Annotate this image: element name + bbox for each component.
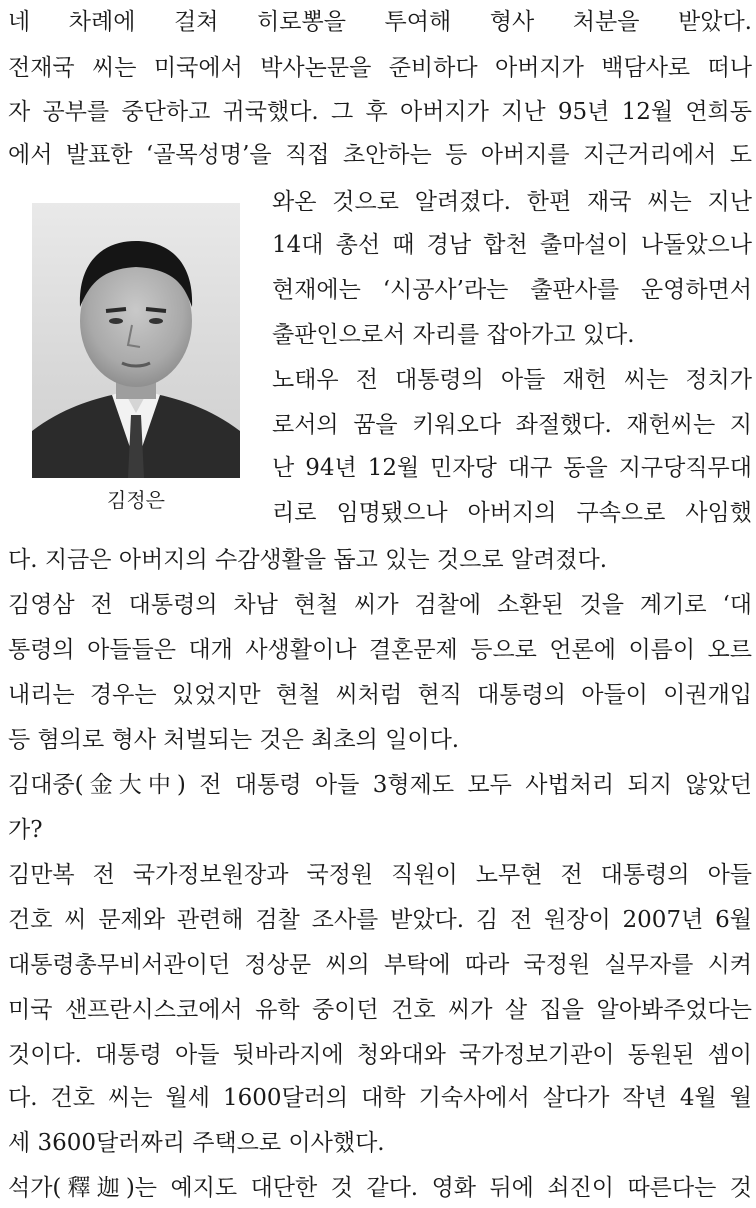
text-line-27: 석가(釋迦)는 예지도 대단한 것 같다. 영화 뒤에 쇠진이 따른다는 것 bbox=[8, 1175, 752, 1201]
text-line-10: 로서의 꿈을 키워오다 좌절했다. 재헌씨는 지 bbox=[272, 412, 752, 438]
text-line-19: 가? bbox=[8, 817, 43, 843]
portrait-photo bbox=[32, 203, 240, 478]
text-line-16: 내리는 경우는 있었지만 현철 씨처럼 현직 대통령의 아들이 이권개입 bbox=[8, 682, 752, 708]
text-line-20: 김만복 전 국가정보원장과 국정원 직원이 노무현 전 대통령의 아들 bbox=[8, 862, 752, 888]
text-line-26: 세 3600달러짜리 주택으로 이사했다. bbox=[8, 1130, 385, 1156]
portrait-figure bbox=[32, 203, 240, 512]
text-line-24: 것이다. 대통령 아들 뒷바라지에 청와대와 국가정보기관이 동원된 셈이 bbox=[8, 1042, 752, 1068]
text-line-11: 난 94년 12월 민자당 대구 동을 지구당직무대 bbox=[272, 455, 752, 481]
portrait-caption: 김정은 bbox=[107, 488, 165, 512]
text-line-13: 다. 지금은 아버지의 수감생활을 돕고 있는 것으로 알려졌다. bbox=[8, 547, 608, 573]
text-line-3: 자 공부를 중단하고 귀국했다. 그 후 아버지가 지난 95년 12월 연희동 bbox=[8, 99, 752, 125]
text-line-7: 현재에는 ‘시공사’라는 출판사를 운영하면서 bbox=[272, 277, 752, 303]
text-line-15: 통령의 아들들은 대개 사생활이나 결혼문제 등으로 언론에 이름이 오르 bbox=[8, 637, 752, 663]
text-line-2: 전재국 씨는 미국에서 박사논문을 준비하다 아버지가 백담사로 떠나 bbox=[8, 55, 752, 81]
text-line-5: 와온 것으로 알려졌다. 한편 재국 씨는 지난 bbox=[272, 189, 752, 215]
text-line-18: 김대중(金大中) 전 대통령 아들 3형제도 모두 사법처리 되지 않았던 bbox=[8, 772, 752, 798]
text-line-9: 노태우 전 대통령의 아들 재헌 씨는 정치가 bbox=[272, 367, 752, 393]
text-line-22: 대통령총무비서관이던 정상문 씨의 부탁에 따라 국정원 실무자를 시켜 bbox=[8, 952, 752, 978]
text-line-4: 에서 발표한 ‘골목성명’을 직접 초안하는 등 아버지를 지근거리에서 도 bbox=[8, 142, 752, 168]
text-line-6: 14대 총선 때 경남 합천 출마설이 나돌았으나 bbox=[272, 232, 752, 258]
text-line-1: 네 차례에 걸쳐 히로뽕을 투여해 형사 처분을 받았다. bbox=[8, 9, 752, 35]
text-line-8: 출판인으로서 자리를 잡아가고 있다. bbox=[272, 322, 635, 348]
portrait-illustration bbox=[32, 203, 240, 478]
text-line-12: 리로 임명됐으나 아버지의 구속으로 사임했 bbox=[272, 500, 752, 526]
text-line-14: 김영삼 전 대통령의 차남 현철 씨가 검찰에 소환된 것을 계기로 ‘대 bbox=[8, 592, 752, 618]
text-line-23: 미국 샌프란시스코에서 유학 중이던 건호 씨가 살 집을 알아봐주었다는 bbox=[8, 997, 752, 1023]
text-line-17: 등 혐의로 형사 처벌되는 것은 최초의 일이다. bbox=[8, 727, 460, 753]
text-line-21: 건호 씨 문제와 관련해 검찰 조사를 받았다. 김 전 원장이 2007년 6월 bbox=[8, 907, 752, 933]
text-line-25: 다. 건호 씨는 월세 1600달러의 대학 기숙사에서 살다가 작년 4월 월 bbox=[8, 1085, 752, 1111]
